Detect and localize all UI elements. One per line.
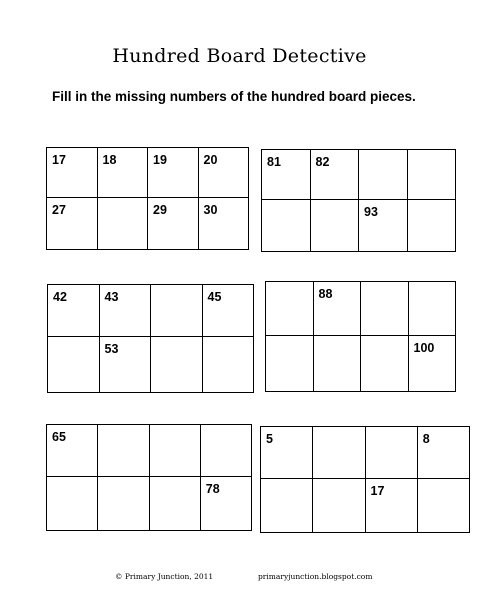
board-cell[interactable] xyxy=(313,336,361,392)
worksheet-title: Hundred Board Detective xyxy=(112,45,367,67)
board-cell[interactable]: 82 xyxy=(310,150,359,200)
board-cell[interactable] xyxy=(266,282,314,336)
board-cell[interactable]: 19 xyxy=(148,148,199,198)
hundred-board-piece-4 xyxy=(265,281,456,392)
board-cell[interactable] xyxy=(408,282,456,336)
board-cell[interactable] xyxy=(359,150,408,200)
board-cell[interactable] xyxy=(365,427,417,479)
board-cell[interactable]: 93 xyxy=(359,200,408,252)
board-cell[interactable]: 78 xyxy=(200,477,251,531)
board-cell[interactable]: 53 xyxy=(99,337,151,393)
board-cell[interactable] xyxy=(200,425,251,477)
board-cell[interactable]: 18 xyxy=(97,148,148,198)
board-cell[interactable] xyxy=(407,200,456,252)
board-cell[interactable] xyxy=(97,198,148,250)
copyright-notice: © Primary Junction, 2011 xyxy=(115,572,214,581)
board-cell[interactable] xyxy=(48,337,100,393)
board-cell[interactable] xyxy=(262,200,311,252)
board-cell[interactable] xyxy=(361,282,409,336)
board-cell[interactable] xyxy=(310,200,359,252)
board-cell[interactable]: 30 xyxy=(198,198,249,250)
board-cell[interactable]: 100 xyxy=(408,336,456,392)
board-cell[interactable]: 65 xyxy=(47,425,98,477)
board-cell[interactable]: 81 xyxy=(262,150,311,200)
board-cell[interactable]: 29 xyxy=(148,198,199,250)
board-cell[interactable]: 5 xyxy=(261,427,313,479)
board-cell[interactable] xyxy=(417,479,469,533)
board-cell[interactable]: 27 xyxy=(47,198,98,250)
hundred-board-piece-1 xyxy=(46,147,249,250)
board-cell[interactable]: 20 xyxy=(198,148,249,198)
board-cell[interactable] xyxy=(149,425,200,477)
board-cell[interactable] xyxy=(98,425,149,477)
board-cell[interactable]: 88 xyxy=(313,282,361,336)
board-cell[interactable] xyxy=(151,285,203,337)
board-cell[interactable] xyxy=(261,479,313,533)
board-cell[interactable]: 43 xyxy=(99,285,151,337)
hundred-board-piece-2 xyxy=(261,149,456,252)
board-cell[interactable]: 8 xyxy=(417,427,469,479)
board-cell[interactable] xyxy=(47,477,98,531)
website-link: primaryjunction.blogspot.com xyxy=(258,572,373,581)
board-cell[interactable] xyxy=(361,336,409,392)
board-cell[interactable] xyxy=(151,337,203,393)
board-cell[interactable] xyxy=(202,337,254,393)
hundred-board-piece-5 xyxy=(46,424,252,531)
board-cell[interactable]: 17 xyxy=(47,148,98,198)
instructions: Fill in the missing numbers of the hundred board pieces. xyxy=(52,89,416,104)
board-cell[interactable]: 45 xyxy=(202,285,254,337)
board-cell[interactable] xyxy=(149,477,200,531)
board-cell[interactable] xyxy=(266,336,314,392)
hundred-board-piece-3 xyxy=(47,284,254,393)
board-cell[interactable]: 42 xyxy=(48,285,100,337)
board-cell[interactable] xyxy=(313,479,365,533)
board-cell[interactable] xyxy=(313,427,365,479)
board-cell[interactable] xyxy=(407,150,456,200)
board-cell[interactable] xyxy=(98,477,149,531)
board-cell[interactable]: 17 xyxy=(365,479,417,533)
hundred-board-piece-6 xyxy=(260,426,470,533)
